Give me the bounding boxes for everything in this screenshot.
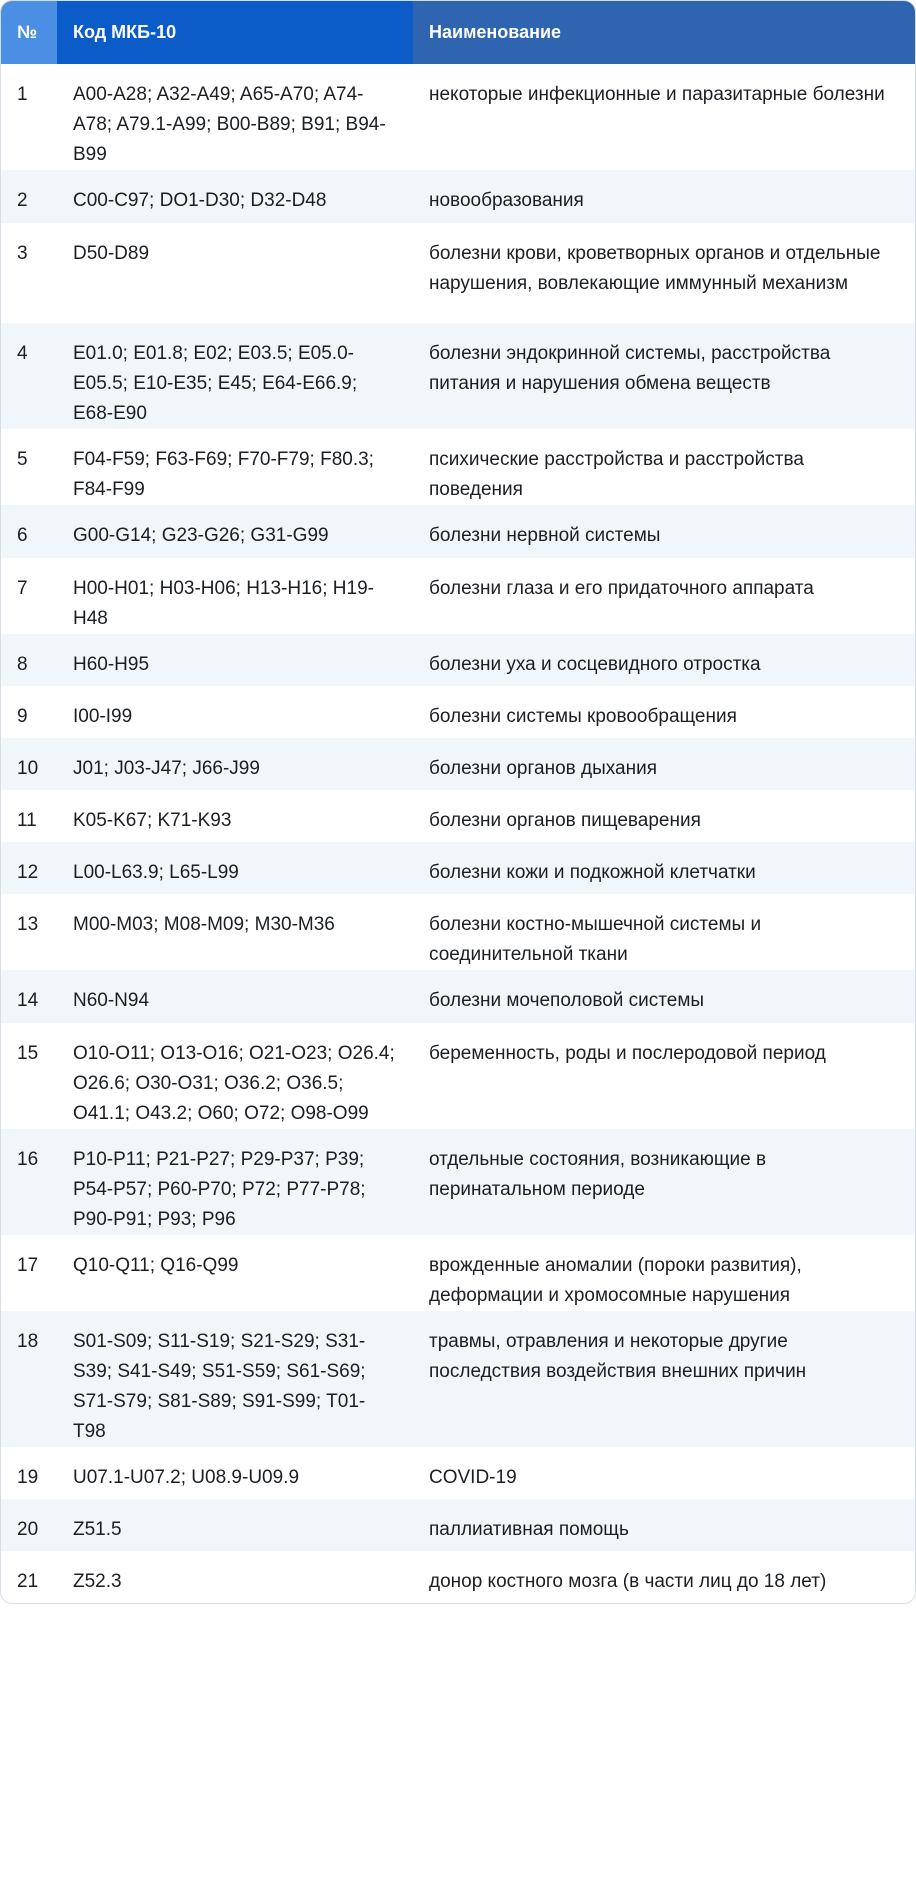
table-row [1, 686, 915, 738]
table-row [1, 505, 915, 558]
cell-icd-code: M00-M03; M08-M09; M30-M36 [73, 914, 335, 935]
cell-number: 14 [17, 990, 39, 1011]
cell-icd-code: U07.1-U07.2; U08.9-U09.9 [73, 1467, 300, 1488]
cell-name: травмы, отравления и некоторые другие последствия воздействия внешних причин [429, 1331, 807, 1382]
table-row [1, 1499, 915, 1551]
cell-number: 15 [17, 1043, 39, 1064]
cell-icd-code: K05-K67; K71-K93 [73, 810, 232, 831]
cell-name: болезни органов пищеварения [429, 810, 701, 831]
cell-name: болезни крови, кроветворных органов и отдельные нарушения, вовлекающие иммунный механизм [429, 243, 881, 294]
table-row [1, 170, 915, 223]
cell-name: донор костного мозга (в части лиц до 18 лет) [429, 1571, 827, 1592]
cell-icd-code: H60-H95 [73, 654, 150, 675]
cell-icd-code: O10-O11; O13-O16; O21-O23; O26.4; O26.6; O30-O31; O36.2; O36.5; O41.1; O43.2; O60; O72; O98-O99 [73, 1043, 395, 1124]
cell-number: 11 [17, 810, 37, 831]
cell-name: врожденные аномалии (пороки развития), деформации и хромосомные нарушения [429, 1255, 802, 1306]
cell-icd-code: N60-N94 [73, 990, 150, 1011]
cell-number: 16 [17, 1149, 39, 1170]
table-row [1, 323, 915, 429]
table-row [1, 634, 915, 686]
cell-number: 2 [17, 190, 28, 211]
header-name: Наименование [413, 1, 915, 64]
table-row [1, 429, 915, 505]
cell-icd-code: Q10-Q11; Q16-Q99 [73, 1255, 239, 1276]
cell-name: беременность, роды и послеродовой период [429, 1043, 826, 1064]
cell-icd-code: I00-I99 [73, 706, 133, 727]
table-row [1, 738, 915, 790]
table-row [1, 1311, 915, 1447]
cell-icd-code: A00-A28; A32-A49; A65-A70; A74-A78; A79.1-A99; B00-B89; B91; B94-B99 [73, 84, 386, 165]
cell-name: болезни кожи и подкожной клетчатки [429, 862, 756, 883]
cell-name: болезни системы кровообращения [429, 706, 737, 727]
cell-icd-code: C00-C97; DO1-D30; D32-D48 [73, 190, 327, 211]
cell-number: 17 [17, 1255, 39, 1276]
cell-icd-code: P10-P11; P21-P27; P29-P37; P39; P54-P57; P60-P70; P72; P77-P78; P90-P91; P93; P96 [73, 1149, 366, 1230]
cell-number: 21 [17, 1571, 39, 1592]
cell-number: 8 [17, 654, 28, 675]
cell-icd-code: S01-S09; S11-S19; S21-S29; S31-S39; S41-S49; S51-S59; S61-S69; S71-S79; S81-S89; S91-S99; T01-T98 [73, 1331, 366, 1442]
cell-icd-code: E01.0; E01.8; E02; E03.5; E05.0-E05.5; E10-E35; E45; E64-E66.9; E68-E90 [73, 343, 358, 424]
table-body [1, 64, 915, 1603]
cell-number: 5 [17, 449, 28, 470]
cell-icd-code: Z52.3 [73, 1571, 122, 1592]
table-row [1, 790, 915, 842]
cell-name: болезни глаза и его придаточного аппарата [429, 578, 814, 599]
cell-number: 4 [17, 343, 28, 364]
header-number: № [1, 1, 57, 64]
table-row [1, 1235, 915, 1311]
table-row [1, 970, 915, 1023]
cell-name: болезни мочеполовой системы [429, 990, 705, 1011]
cell-number: 18 [17, 1331, 39, 1352]
cell-number: 13 [17, 914, 39, 935]
cell-icd-code: F04-F59; F63-F69; F70-F79; F80.3; F84-F99 [73, 449, 374, 500]
table-row [1, 1023, 915, 1129]
cell-name: болезни органов дыхания [429, 758, 657, 779]
cell-number: 20 [17, 1519, 39, 1540]
cell-icd-code: Z51.5 [73, 1519, 122, 1540]
cell-name: болезни эндокринной системы, расстройства питания и нарушения обмена веществ [429, 343, 831, 394]
cell-name: некоторые инфекционные и паразитарные болезни [429, 84, 885, 105]
cell-name: паллиативная помощь [429, 1519, 629, 1540]
cell-number: 9 [17, 706, 28, 727]
cell-icd-code: J01; J03-J47; J66-J99 [73, 758, 260, 779]
table-row [1, 894, 915, 970]
cell-number: 10 [17, 758, 39, 779]
cell-number: 6 [17, 525, 28, 546]
cell-icd-code: L00-L63.9; L65-L99 [73, 862, 239, 883]
cell-number: 19 [17, 1467, 39, 1488]
cell-icd-code: H00-H01; H03-H06; H13-H16; H19-H48 [73, 578, 374, 629]
cell-number: 3 [17, 243, 28, 264]
table-row [1, 558, 915, 634]
cell-name: болезни уха и сосцевидного отростка [429, 654, 761, 675]
header-icd-code: Код МКБ-10 [57, 1, 413, 64]
table-row [1, 223, 915, 323]
table-row [1, 1447, 915, 1499]
cell-number: 1 [17, 84, 28, 105]
icd-codes-table [1, 1, 915, 1603]
cell-icd-code: G00-G14; G23-G26; G31-G99 [73, 525, 329, 546]
table-row [1, 64, 915, 170]
table-header-row [1, 1, 915, 64]
cell-name: психические расстройства и расстройства поведения [429, 449, 804, 500]
cell-name: болезни нервной системы [429, 525, 661, 546]
cell-name: болезни костно-мышечной системы и соединительной ткани [429, 914, 762, 965]
cell-name: новообразования [429, 190, 584, 211]
cell-name: COVID-19 [429, 1467, 517, 1488]
table-row [1, 1551, 915, 1603]
table-row [1, 1129, 915, 1235]
cell-number: 12 [17, 862, 39, 883]
cell-number: 7 [17, 578, 28, 599]
table-row [1, 842, 915, 894]
cell-name: отдельные состояния, возникающие в перинатальном периоде [429, 1149, 767, 1200]
cell-icd-code: D50-D89 [73, 243, 150, 264]
